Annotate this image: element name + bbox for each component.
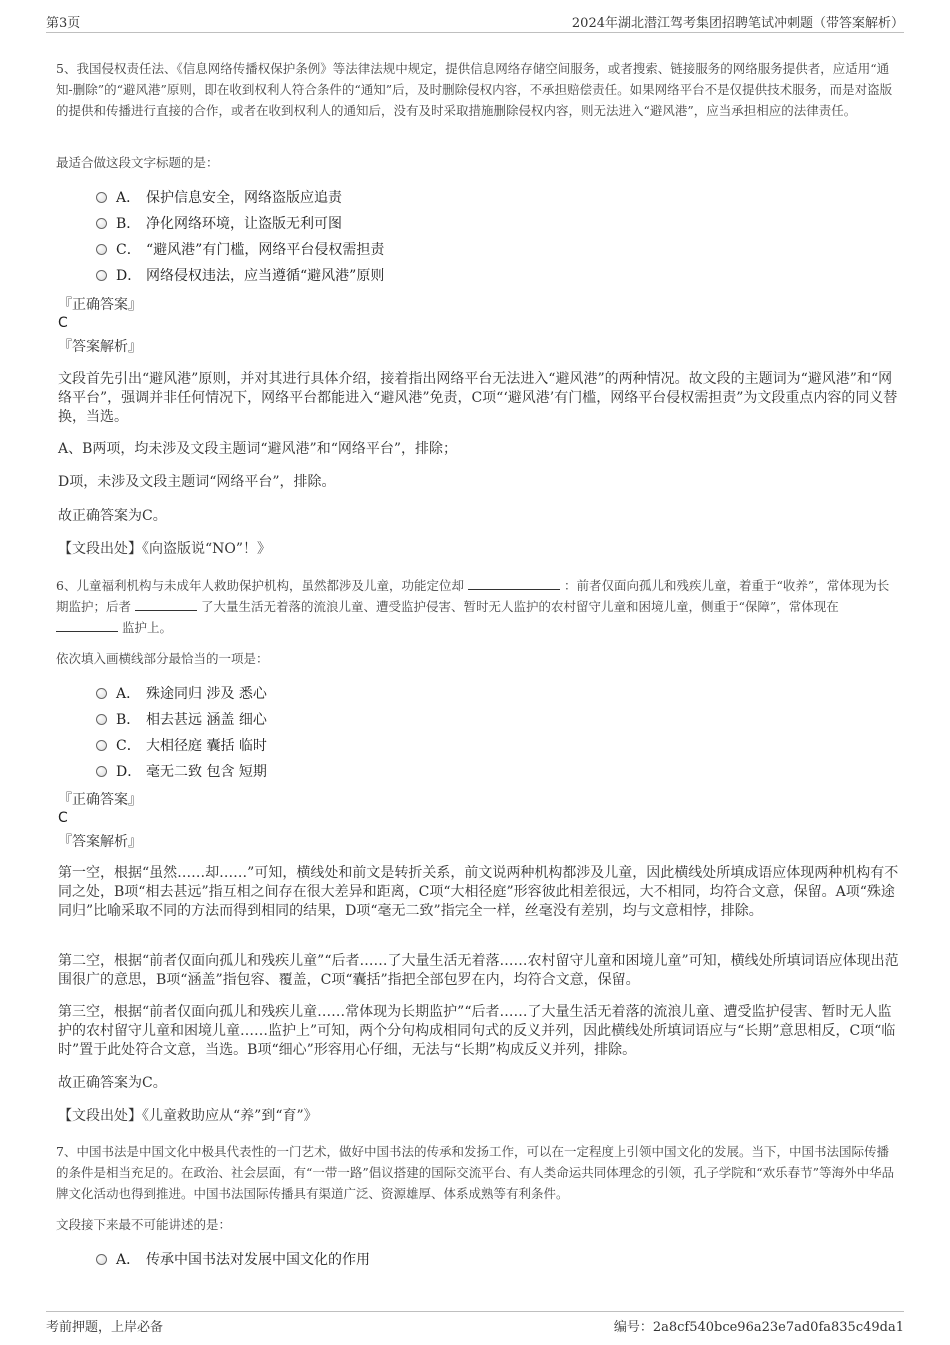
q5-answer-label: 『正确答案』 <box>58 297 142 313</box>
q5-source: 【文段出处】《向盗版说“NO”！》 <box>58 541 272 557</box>
radio-icon[interactable] <box>96 688 107 699</box>
q6-stem: 6、儿童福利机构与未成年人救助保护机构，虽然都涉及儿童，功能定位却 ：前者仅面向孤儿和残疾儿童，着重于“收养”，常体现为长期监护；后者 了大量生活无着落的流浪儿童、遭受监护侵害、暂时无人监护的农村留守儿童和困境儿童，侧重于“保障”，常体现在 监护上。 <box>56 578 890 635</box>
q5-analysis-2: A、B两项，均未涉及文段主题词“避风港”和“网络平台”，排除； <box>58 441 458 457</box>
q6-option-c[interactable]: C． 大相径庭 囊括 临时 <box>96 736 267 756</box>
footer-slogan: 考前押题，上岸必备 <box>46 1320 164 1335</box>
q5-option-d[interactable]: D． 网络侵权违法，应当遵循“避风港”原则 <box>96 266 384 286</box>
document-id: 编号：2a8cf540bce96a23e7ad0fa835c49da1 <box>613 1320 904 1335</box>
q5-answer: C <box>58 315 68 331</box>
q6-option-a[interactable]: A． 殊途同归 涉及 悉心 <box>96 684 267 704</box>
q5-option-a[interactable]: A． 保护信息安全，网络盗版应追责 <box>96 188 342 208</box>
q6-analysis-2: 第二空，根据“前者仅面向孤儿和残疾儿童”“后者……了大量生活无着落……农村留守儿童和困境儿童”可知，横线处所填词语应体现出范围很广的意思，B项“涵盖”指包容、覆盖，C项“囊括”指把全部包罗在内，均符合文意，保留。 <box>58 953 899 988</box>
q5-analysis-label: 『答案解析』 <box>58 339 142 355</box>
radio-icon[interactable] <box>96 1254 107 1265</box>
q6-blank-1 <box>468 577 560 590</box>
q6-blank-3 <box>56 619 118 632</box>
radio-icon[interactable] <box>96 244 107 255</box>
q7-stem: 7、中国书法是中国文化中极具代表性的一门艺术，做好中国书法的传承和发扬工作，可以在一定程度上引领中国文化的发展。当下，中国书法国际传播的条件是相当充足的。在政治、社会层面，有“一带一路”倡议搭建的国际交流平台、有人类命运共同体理念的引领，孔子学院和“欢乐春节”等海外中华品牌文化活动也得到推进。中国书法国际传播具有渠道广泛、资源雄厚、体系成熟等有利条件。 <box>56 1144 895 1201</box>
radio-icon[interactable] <box>96 270 107 281</box>
q5-analysis-1: 文段首先引出“避风港”原则，并对其进行具体介绍，接着指出网络平台无法进入“避风港”的两种情况。故文段的主题词为“避风港”和“网络平台”，强调并非任何情况下，网络平台都能进入“避风港”免责，C项“‘避风港’有门槛，网络平台侵权需担责”为文段重点内容的同义替换，当选。 <box>58 371 898 425</box>
q7-option-a[interactable]: A． 传承中国书法对发展中国文化的作用 <box>96 1250 370 1270</box>
q6-answer: C <box>58 810 68 826</box>
q6-analysis-1: 第一空，根据“虽然……却……”可知，横线处和前文是转折关系，前文说两种机构都涉及儿童，因此横线处所填成语应体现两种机构有不同之处，B项“相去甚远”指互相之间存在很大差异和距离，C项“大相径庭”形容彼此相差很远，大不相同，均符合文意，保留。A项“殊途同归”比喻采取不同的方法而得到相同的结果，D项“毫无二致”指完全一样，丝毫没有差别，均与文意相悖，排除。 <box>58 865 899 919</box>
q6-answer-label: 『正确答案』 <box>58 792 142 808</box>
q6-option-b[interactable]: B． 相去甚远 涵盖 细心 <box>96 710 267 730</box>
radio-icon[interactable] <box>96 218 107 229</box>
q6-analysis-3: 第三空，根据“前者仅面向孤儿和残疾儿童……常体现为长期监护”“后者……了大量生活无着落的流浪儿童、遭受监护侵害、暂时无人监护的农村留守儿童和困境儿童……监护上”可知，两个分句构成相同句式的反义并列，因此横线处所填词语应与“长期”意思相反，C项“临时”置于此处符合文意，当选。B项“细心”形容用心仔细，无法与“长期”构成反义并列，排除。 <box>58 1004 896 1058</box>
document-title: 2024年湖北潜江驾考集团招聘笔试冲刺题（带答案解析） <box>571 16 904 31</box>
q6-prompt: 依次填入画横线部分最恰当的一项是： <box>56 651 269 666</box>
q5-stem: 5、我国侵权责任法、《信息网络传播权保护条例》等法律法规中规定，提供信息网络存储空间服务，或者搜索、链接服务的网络服务提供者，应适用“通知-删除”的“避风港”原则，即在收到权利人符合条件的“通知”后，及时删除侵权内容，不承担赔偿责任。如果网络平台不是仅提供技术服务，而是对盗版的提供和传播进行直接的合作，或者在收到权利人的通知后，没有及时采取措施删除侵权内容，则无法进入“避风港”，应当承担相应的法律责任。 <box>56 61 893 118</box>
q5-option-b[interactable]: B． 净化网络环境，让盗版无利可图 <box>96 214 342 234</box>
radio-icon[interactable] <box>96 766 107 777</box>
q5-analysis-3: D项，未涉及文段主题词“网络平台”，排除。 <box>58 474 336 490</box>
radio-icon[interactable] <box>96 192 107 203</box>
q6-analysis-4: 故正确答案为C。 <box>58 1075 167 1091</box>
page-number: 第3页 <box>46 16 81 31</box>
page-header <box>46 10 904 33</box>
q5-analysis-4: 故正确答案为C。 <box>58 508 167 524</box>
q6-option-d[interactable]: D． 毫无二致 包含 短期 <box>96 762 267 782</box>
q6-source: 【文段出处】《儿童救助应从“养”到“育”》 <box>58 1108 318 1124</box>
q5-option-c[interactable]: C． “避风港”有门槛，网络平台侵权需担责 <box>96 240 384 260</box>
q6-analysis-label: 『答案解析』 <box>58 834 142 850</box>
page-footer <box>46 1311 904 1334</box>
radio-icon[interactable] <box>96 714 107 725</box>
q7-prompt: 文段接下来最不可能讲述的是： <box>56 1217 232 1232</box>
q6-blank-2 <box>135 598 197 611</box>
radio-icon[interactable] <box>96 740 107 751</box>
q5-prompt: 最适合做这段文字标题的是： <box>56 155 219 170</box>
